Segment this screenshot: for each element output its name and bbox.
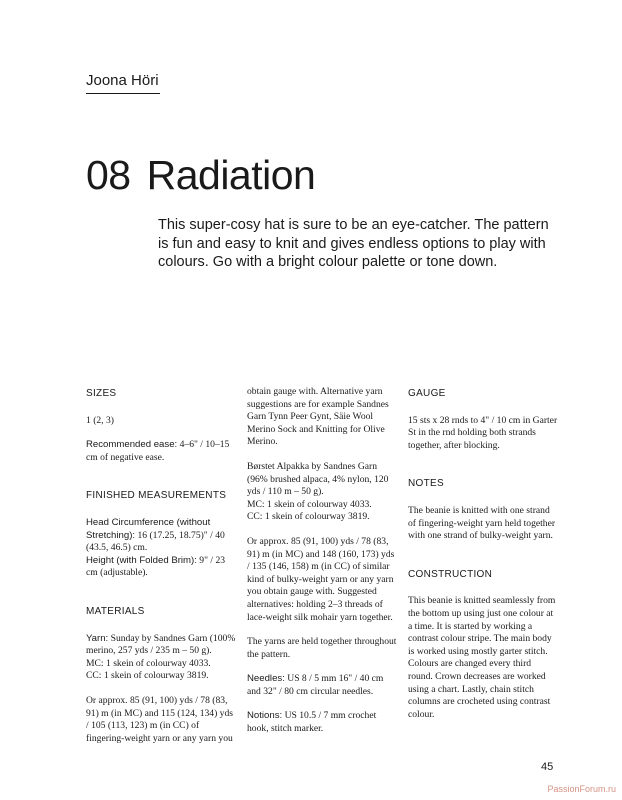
height-label: Height (with Folded Brim):: [86, 554, 197, 566]
author-underline: [86, 93, 160, 94]
head-circumference: [86, 517, 236, 555]
yarn-colourways: [86, 658, 236, 683]
column-middle: [247, 386, 397, 748]
notes-heading: NOTES: [408, 478, 444, 490]
second-yarn-approx: Or approx. 85 (91, 100) yds / 78 (83, 91) m (in MC) and 148 (160, 173) yds / 135 (146, 158) m (in CC) of similar kind of bulky-weight yarn or any yarn you obtain gauge with. Suggested alternatives: holding 2–3 threads of lace-weight silk mohair yarn together.: [247, 535, 395, 623]
notions: [247, 710, 397, 735]
sizes-values: 1 (2, 3): [86, 414, 114, 426]
yarn-label: Yarn:: [86, 632, 109, 644]
pattern-name: Radiation: [146, 152, 316, 198]
page-number: 45: [541, 761, 554, 773]
circumference-text: 16 (17.25, 18.75)" / 40 (43.5, 46.5) cm.: [86, 529, 225, 554]
notions-text: US 10.5 / 7 mm crochet hook, stitch marker.: [247, 710, 377, 735]
column-right: [408, 388, 558, 733]
watermark: PassionForum.ru: [547, 784, 616, 794]
needles-label: Needles:: [247, 673, 285, 685]
yarn-info: [86, 633, 236, 658]
finished-measurements-heading: FINISHED MEASUREMENTS: [86, 490, 227, 502]
needles: [247, 673, 397, 698]
yarn-together: The yarns are held together throughout the pattern.: [247, 636, 397, 660]
gauge-heading: GAUGE: [408, 388, 446, 399]
recommended-ease: [86, 439, 236, 464]
construction-text: This beanie is knitted seamlessly from the bottom up using just one colour at a time. It is started by working a contrast colour stripe. The main body is worked using mostly garter stitch. Colours are changed every third round. Crown decreases are worked using a chart. Lastly, chain stitch columns are crocheted using contrast colour.: [408, 595, 556, 720]
mc2-colourway: MC: 1 skein of colourway 4033.: [247, 498, 372, 510]
ease-label: Recommended ease:: [86, 439, 178, 451]
intro-paragraph: This super-cosy hat is sure to be an eye-catcher. The pattern is fun and easy to knit and gives endless options to play with colours. Go with a bright colour palette or tone down.: [158, 217, 549, 270]
pattern-title: [86, 152, 315, 199]
yarn-approx-part1: Or approx. 85 (91, 100) yds / 78 (83, 91) m (in MC) and 115 (124, 134) yds / 105 (113, 123) m (in CC) of fingering-weight yarn or any yarn you: [86, 694, 234, 744]
sizes-heading: SIZES: [86, 388, 117, 399]
cc-colourway: CC: 1 skein of colourway 3819.: [86, 670, 209, 682]
pattern-number: 08: [86, 152, 131, 198]
height-text: 9" / 23 cm (adjustable).: [86, 554, 226, 579]
circumference-label: Head Circumference (without Stretching):: [86, 516, 211, 541]
cc2-colourway: CC: 1 skein of colourway 3819.: [247, 511, 370, 523]
second-yarn: Børstet Alpakka by Sandnes Garn (96% brushed alpaca, 4% nylon, 120 yds / 110 m – 50 g).: [247, 460, 389, 498]
yarn-approx-part2: obtain gauge with. Alternative yarn suggestions are for example Sandnes Garn Tynn Peer Gynt, Säie Wool Merino Sock and Knitting for Olive Merino.: [247, 386, 389, 448]
notes-text: The beanie is knitted with one strand of fingering-weight yarn held together with one strand of bulky-weight yarn.: [408, 504, 556, 542]
yarn-text: Sunday by Sandnes Garn (100% merino, 257 yds / 235 m – 50 g).: [86, 632, 236, 657]
mc-colourway: MC: 1 skein of colourway 4033.: [86, 657, 211, 669]
second-yarn-colourways: [247, 499, 397, 524]
gauge-text: 15 sts x 28 rnds to 4" / 10 cm in Garter St in the rnd holding both strands together, after blocking.: [408, 414, 558, 451]
author-name: Joona Höri: [86, 72, 159, 89]
materials-heading: MATERIALS: [86, 605, 145, 617]
column-left: [86, 388, 236, 757]
construction-heading: CONSTRUCTION: [408, 568, 493, 580]
height: [86, 555, 236, 580]
notions-label: Notions:: [247, 710, 283, 722]
ease-text: 4–6" / 10–15 cm of negative ease.: [86, 439, 230, 463]
needles-text: US 8 / 5 mm 16" / 40 cm and 32" / 80 cm circular needles.: [247, 673, 384, 697]
